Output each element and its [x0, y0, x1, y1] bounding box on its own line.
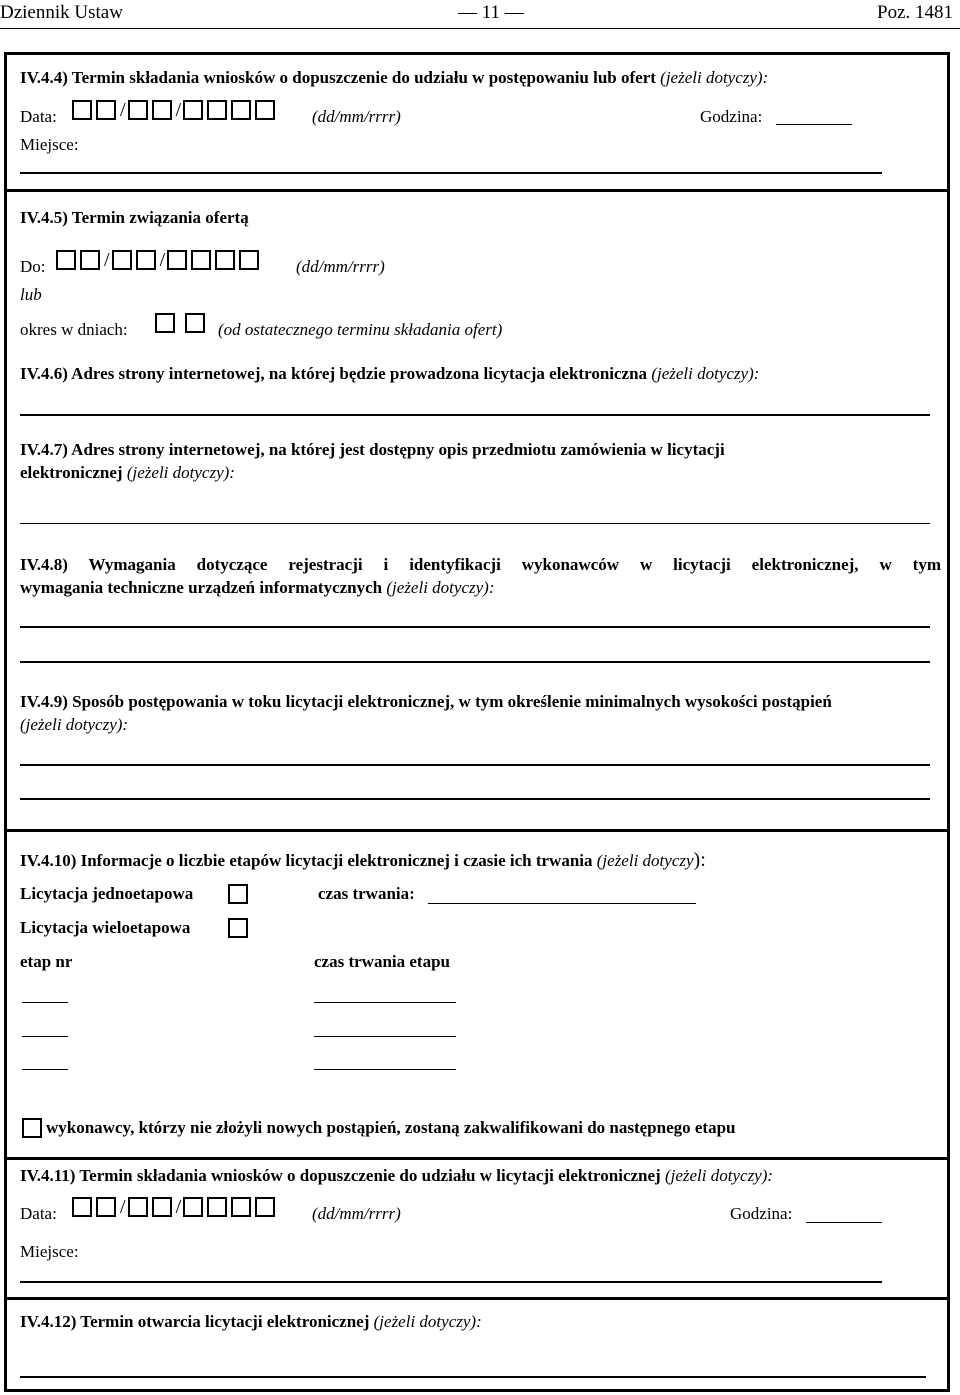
date-format-hint: (dd/mm/rrrr) [312, 1204, 401, 1223]
year-digit-box[interactable] [215, 250, 235, 270]
year-digit-box[interactable] [207, 1197, 227, 1217]
date-format-hint: (dd/mm/rrrr) [296, 257, 385, 276]
multi-stage-checkbox[interactable] [228, 918, 248, 938]
stage-number-label: etap nr [20, 952, 73, 971]
place-label: Miejsce: [20, 135, 79, 154]
opening-date-field-line[interactable] [20, 1376, 926, 1378]
section-4-4-title: IV.4.4) Termin składania wniosków o dopuszczenie do udziału w postępowaniu lub ofert (jeżeli dotyczy): [20, 68, 769, 87]
section-divider [4, 1157, 950, 1160]
day-digit-box[interactable] [96, 1197, 116, 1217]
month-digit-box[interactable] [152, 1197, 172, 1217]
stage-number-field[interactable] [22, 1069, 68, 1070]
requirements-field-line[interactable] [20, 626, 930, 628]
section-4-7-title: IV.4.7) Adres strony internetowej, na której jest dostępny opis przedmiotu zamówienia w licytacji elektronicznej (jeżeli dotyczy): [20, 440, 725, 482]
section-4-5-title: IV.4.5) Termin związania ofertą [20, 208, 249, 227]
year-digit-box[interactable] [231, 1197, 251, 1217]
day-digit-box[interactable] [72, 100, 92, 120]
procedure-field-line[interactable] [20, 764, 930, 766]
place-label: Miejsce: [20, 1242, 79, 1261]
year-digit-box[interactable] [239, 250, 259, 270]
section-4-6-title: IV.4.6) Adres strony internetowej, na której będzie prowadzona licytacja elektroniczna (jeżeli dotyczy): [20, 364, 760, 383]
day-digit-box[interactable] [96, 100, 116, 120]
month-digit-box[interactable] [128, 100, 148, 120]
days-label: okres w dniach: [20, 320, 128, 339]
stage-duration-field[interactable] [314, 1069, 456, 1070]
position-number: Poz. 1481 [877, 2, 953, 23]
page-number: — 11 — [458, 2, 524, 23]
date-label: Data: [20, 107, 57, 126]
procedure-field-line[interactable] [20, 798, 930, 800]
days-boxes[interactable] [155, 313, 209, 333]
time-label: Godzina: [700, 107, 763, 126]
qualify-checkbox[interactable] [22, 1118, 42, 1138]
year-digit-box[interactable] [191, 250, 211, 270]
section-4-12-title: IV.4.12) Termin otwarcia licytacji elektronicznej (jeżeli dotyczy): [20, 1312, 482, 1331]
time-field-line[interactable] [806, 1222, 882, 1223]
section-divider [4, 1297, 950, 1300]
time-label: Godzina: [730, 1204, 793, 1223]
qualify-label: wykonawcy, którzy nie złożyli nowych postąpień, zostaną zakwalifikowani do następnego etapu [46, 1118, 736, 1137]
date-entry-boxes[interactable]: / / [72, 1197, 279, 1217]
place-field-line[interactable] [20, 1281, 882, 1283]
single-stage-checkbox[interactable] [228, 884, 248, 904]
year-digit-box[interactable] [255, 1197, 275, 1217]
month-digit-box[interactable] [136, 250, 156, 270]
year-digit-box[interactable] [167, 250, 187, 270]
journal-name: Dziennik Ustaw [0, 2, 123, 23]
until-date-boxes[interactable]: / / [56, 250, 263, 270]
year-digit-box[interactable] [231, 100, 251, 120]
section-4-8-title: IV.4.8) Wymagania dotyczące rejestracji i identyfikacji wykonawców w licytacji elektronicznej, w tym wymagania techniczne urządzeń informatycznych (jeżeli dotyczy): [20, 555, 941, 597]
year-digit-box[interactable] [255, 100, 275, 120]
place-field-line[interactable] [20, 172, 882, 174]
duration-label: czas trwania: [318, 884, 415, 903]
requirements-field-line[interactable] [20, 661, 930, 663]
duration-field-line[interactable] [428, 903, 696, 904]
days-digit-box[interactable] [185, 313, 205, 333]
time-field-line[interactable] [776, 124, 852, 125]
auction-url-field-line[interactable] [20, 414, 930, 416]
section-divider [4, 829, 950, 832]
or-label: lub [20, 285, 42, 304]
stage-duration-field[interactable] [314, 1036, 456, 1037]
day-digit-box[interactable] [80, 250, 100, 270]
single-stage-label: Licytacja jednoetapowa [20, 884, 194, 903]
section-4-11-title: IV.4.11) Termin składania wniosków o dopuszczenie do udziału w licytacji elektronicznej (jeżeli dotyczy): [20, 1166, 774, 1185]
year-digit-box[interactable] [183, 100, 203, 120]
section-4-10-title: IV.4.10) Informacje o liczbie etapów licytacji elektronicznej i czasie ich trwania (jeżeli dotyczy): [20, 849, 706, 871]
days-note: (od ostatecznego terminu składania ofert) [218, 320, 503, 339]
stage-duration-label: czas trwania etapu [314, 952, 450, 971]
multi-stage-label: Licytacja wieloetapowa [20, 918, 191, 937]
stage-duration-field[interactable] [314, 1002, 456, 1003]
date-entry-boxes[interactable]: / / [72, 100, 279, 120]
year-digit-box[interactable] [183, 1197, 203, 1217]
year-digit-box[interactable] [207, 100, 227, 120]
month-digit-box[interactable] [152, 100, 172, 120]
page-header [0, 0, 960, 29]
stage-number-field[interactable] [22, 1036, 68, 1037]
day-digit-box[interactable] [56, 250, 76, 270]
stage-number-field[interactable] [22, 1002, 68, 1003]
section-divider [4, 189, 950, 192]
description-url-field-line[interactable] [20, 523, 930, 524]
date-format-hint: (dd/mm/rrrr) [312, 107, 401, 126]
days-digit-box[interactable] [155, 313, 175, 333]
month-digit-box[interactable] [128, 1197, 148, 1217]
month-digit-box[interactable] [112, 250, 132, 270]
until-label: Do: [20, 257, 46, 276]
section-4-9-title: IV.4.9) Sposób postępowania w toku licytacji elektronicznej, w tym określenie minimalnych wysokości postąpień (jeżeli dotyczy): [20, 692, 832, 734]
date-label: Data: [20, 1204, 57, 1223]
day-digit-box[interactable] [72, 1197, 92, 1217]
